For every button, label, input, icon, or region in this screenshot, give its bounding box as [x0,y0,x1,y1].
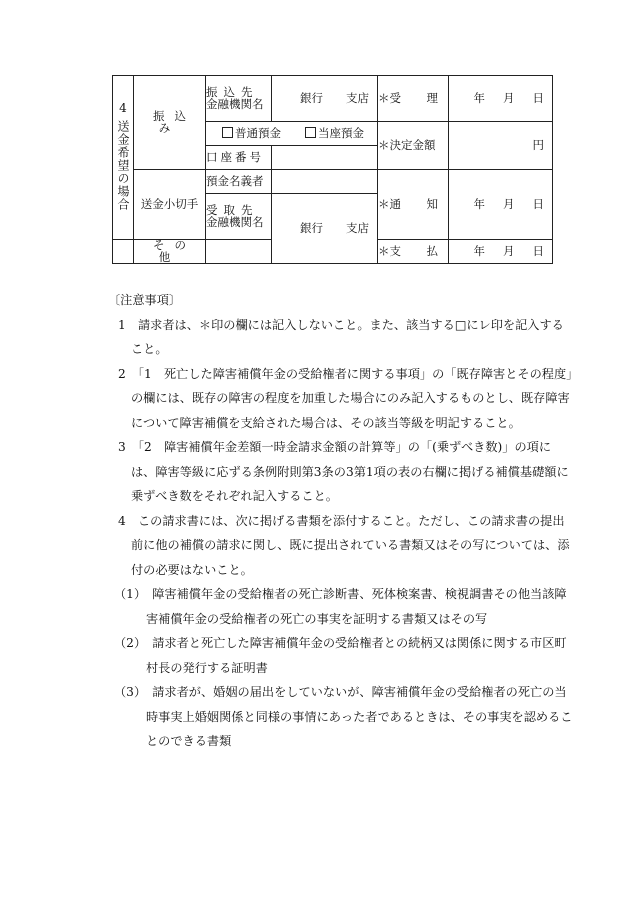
notes-heading: 〔注意事項〕 [108,293,182,307]
account-holder-label: 預金名義者 [206,173,264,188]
transfer-label: 振込み [153,109,196,135]
deposit-type-cell [206,122,378,146]
account-number-label: 口座番号 [206,149,264,164]
current-deposit-option[interactable] [305,127,364,140]
other-field[interactable] [206,240,272,264]
current-checkbox[interactable] [305,127,316,138]
received-date-field[interactable] [449,76,553,122]
branch-text: 支店 [346,90,369,105]
transfer-label-cell [134,76,206,170]
bank-name-field[interactable] [272,76,378,122]
note-item-3: 3 「2 障害補償年金差額一時金請求金額の計算等」の「(乗ずべき数)」の項には、障害等級に応ずる条例附則第3条の3第1項の表の右欄に掲げる補償基礎額に乗ずべき数をそれぞれ記入すること。 [118,440,569,503]
ordinary-deposit-option[interactable] [222,127,281,140]
account-number-field[interactable] [272,146,378,170]
current-label: 当座預金 [318,126,364,141]
day-label: 日 [532,196,544,211]
section-title: 送金希望の場合 [116,119,130,211]
notice-label-2: 知 [426,196,438,211]
notice-label: ＊通 [378,196,401,211]
month-label: 月 [503,196,515,211]
receiver-label-cell [206,194,272,240]
amount-label: ＊決定金額 [378,137,436,152]
bank-label-cell [206,76,272,122]
bank-text: 銀行 [300,220,323,235]
account-number-label-cell [206,146,272,170]
received-label-cell [378,76,449,122]
ordinary-label: 普通預金 [235,126,281,141]
section-4-bottom-cell [113,240,134,264]
note-subitem-2: （2） 請求者と死亡した障害補償年金の受給権者との続柄又は関係に関する市区町村長の発行する証明書 [114,636,567,675]
remittance-form-table [112,75,553,264]
month-label: 月 [503,90,515,105]
bank-text: 銀行 [300,90,323,105]
section-number: 4 [119,100,127,115]
received-label: ＊受 [378,90,401,105]
yen-label: 円 [532,137,544,152]
year-label: 年 [473,196,485,211]
note-item-2: 2 「1 死亡した障害補償年金の受給権者に関する事項」の「既存障害とその程度」の欄には、既存の障害の程度を加重した場合にのみ記入するものとし、既存障害について障害補償を支給された場合は、その該当等級を明記すること。 [118,366,573,430]
other-label-cell [134,240,206,264]
account-holder-field[interactable] [272,170,378,194]
year-label: 年 [473,243,485,258]
bank-label-line2: 金融機関名 [206,96,264,111]
month-label: 月 [503,243,515,258]
payment-date-field[interactable] [449,240,553,264]
payment-label: ＊支 [378,243,401,258]
note-item-4: 4 この請求書には、次に掲げる書類を添付すること。ただし、この請求書の提出前に他の補償の請求に関し、既に提出されている書類又はその写については、添付の必要はないこと。 [118,513,570,577]
account-holder-label-cell [206,170,272,194]
amount-label-cell [378,122,449,170]
receiver-bank-field[interactable] [272,194,378,264]
branch-text: 支店 [346,220,369,235]
notice-date-field[interactable] [449,170,553,240]
day-label: 日 [532,90,544,105]
remittance-check-label-cell [134,170,206,240]
section-4-header [113,76,134,240]
remittance-check-label: 送金小切手 [140,196,199,211]
note-item-1: 1 請求者は、＊印の欄には記入しないこと。また、該当する□にレ印を記入すること。 [118,317,564,356]
receiver-label-line1: 受取先 [206,203,259,217]
payment-label-2: 払 [426,243,438,258]
other-label: その他 [153,238,196,264]
notice-label-cell [378,170,449,240]
amount-field[interactable] [449,122,553,170]
year-label: 年 [473,90,485,105]
bank-label-line1: 振込先 [206,85,259,99]
day-label: 日 [532,243,544,258]
receiver-label-line2: 金融機関名 [206,214,264,229]
payment-label-cell [378,240,449,264]
note-subitem-3: （3） 請求者が、婚姻の届出をしていないが、障害補償年金の受給権者の死亡の当時事実上婚姻関係と同様の事情にあった者であるときは、その事実を認めることのできる書類 [114,685,573,748]
ordinary-checkbox[interactable] [222,127,233,138]
notes-section [108,288,573,754]
note-subitem-1: （1） 障害補償年金の受給権者の死亡診断書、死体検案書、検視調書その他当該障害補償年金の受給権者の死亡の事実を証明する書類又はその写 [114,587,567,626]
received-label-2: 理 [426,90,438,105]
